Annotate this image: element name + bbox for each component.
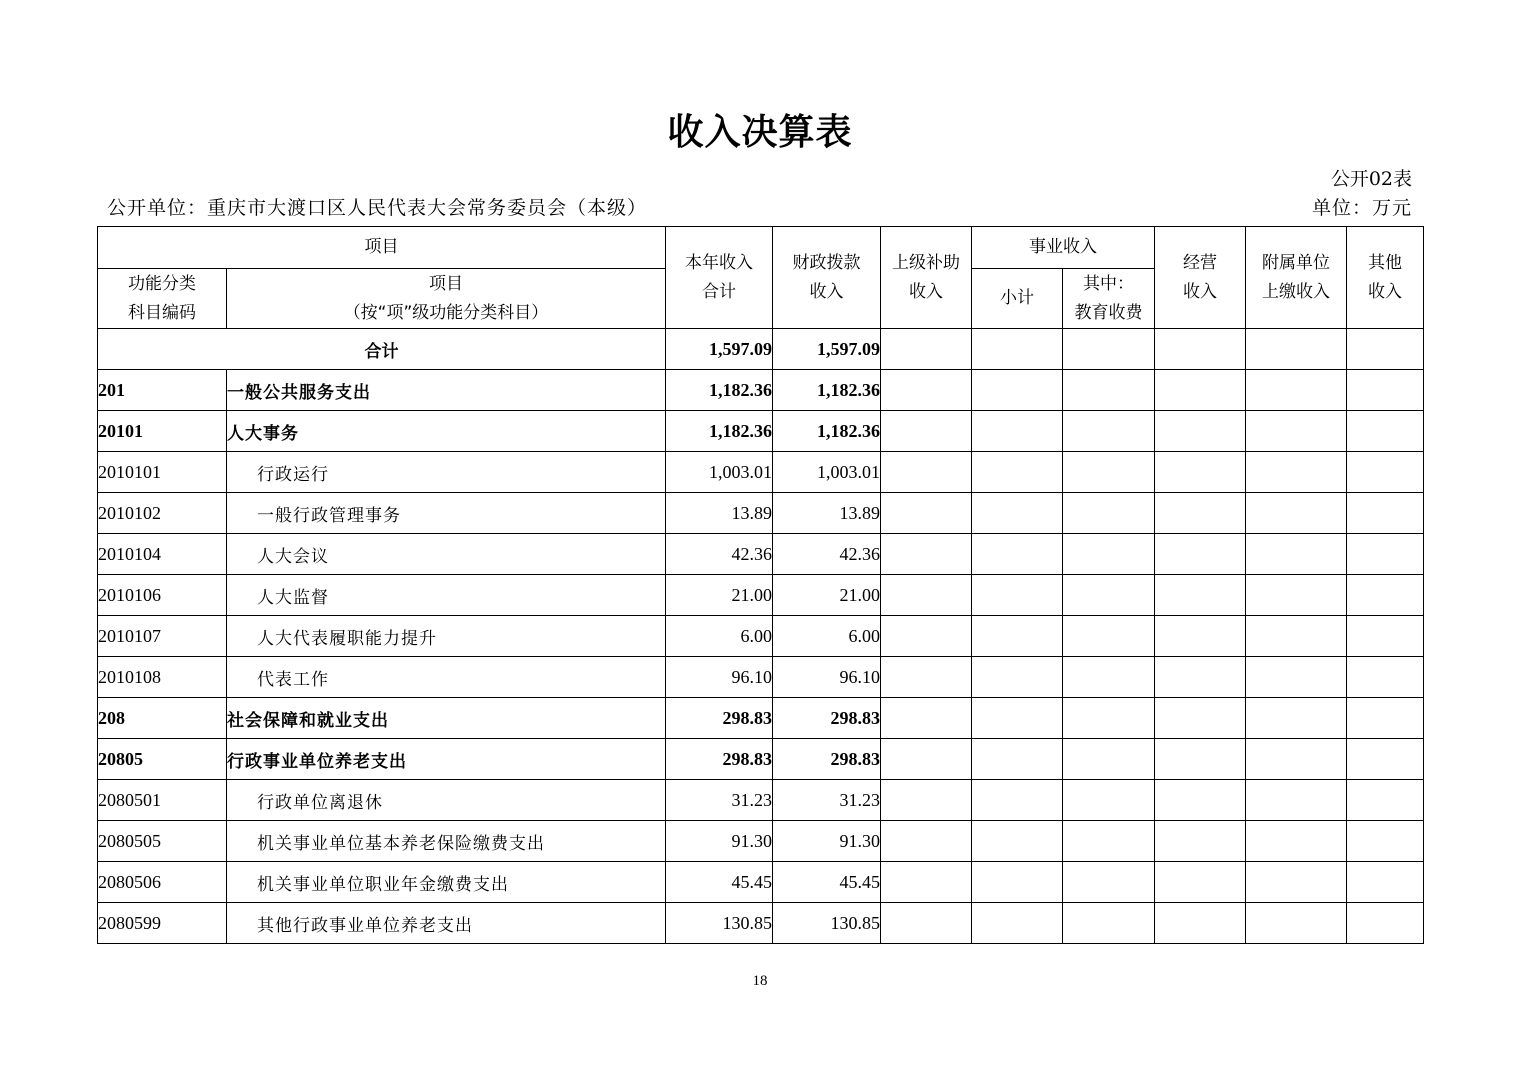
- empty-cell: [1347, 780, 1424, 821]
- table-row: [98, 616, 1424, 657]
- row-name: 一般公共服务支出: [227, 370, 666, 411]
- row-code: 201: [98, 370, 227, 411]
- empty-cell: [1246, 452, 1347, 493]
- header-item-name-line1: 项目: [429, 273, 463, 294]
- table-row: [98, 780, 1424, 821]
- header-func-code-line1: 功能分类: [128, 273, 196, 294]
- header-affiliated-line2: 上缴收入: [1262, 281, 1330, 302]
- empty-cell: [1155, 411, 1246, 452]
- header-subsidy-line1: 上级补助: [892, 252, 960, 273]
- empty-cell: [1063, 903, 1155, 944]
- table-row: [98, 411, 1424, 452]
- reporting-unit: 公开单位：重庆市大渡口区人民代表大会常务委员会（本级）: [107, 197, 648, 219]
- row-total-income: 45.45: [666, 862, 773, 903]
- row-code: 2080599: [98, 903, 227, 944]
- header-fiscal-line1: 财政拨款: [792, 252, 861, 273]
- empty-cell: [1246, 657, 1347, 698]
- row-name: 机关事业单位职业年金缴费支出: [227, 862, 666, 903]
- total-row: [98, 329, 1424, 370]
- empty-cell: [1347, 534, 1424, 575]
- row-code: 2010107: [98, 616, 227, 657]
- table-row: [98, 534, 1424, 575]
- header-affiliated-line1: 附属单位: [1262, 252, 1330, 273]
- row-fiscal: 1,182.36: [773, 370, 881, 411]
- header-career-edu: [1063, 269, 1155, 329]
- empty-cell: [1246, 780, 1347, 821]
- empty-cell: [1155, 821, 1246, 862]
- empty-cell: [1246, 698, 1347, 739]
- total-label: 合计: [98, 329, 666, 370]
- empty-cell: [1155, 452, 1246, 493]
- empty-cell: [972, 411, 1063, 452]
- empty-cell: [881, 575, 972, 616]
- header-other-line2: 收入: [1368, 281, 1402, 302]
- row-total-income: 298.83: [666, 698, 773, 739]
- empty-cell: [1347, 616, 1424, 657]
- row-name: 社会保障和就业支出: [227, 698, 666, 739]
- empty-cell: [972, 903, 1063, 944]
- empty-cell: [972, 698, 1063, 739]
- empty-cell: [1155, 698, 1246, 739]
- row-total-income: 96.10: [666, 657, 773, 698]
- empty-cell: [1063, 370, 1155, 411]
- page-title: 收入决算表: [667, 112, 853, 153]
- header-affiliated: [1246, 227, 1347, 329]
- header-func-code-line2: 科目编码: [128, 302, 196, 323]
- row-total-income: 1,182.36: [666, 411, 773, 452]
- empty-cell: [1347, 370, 1424, 411]
- header-item-name-line2: （按“项”级功能分类科目）: [343, 302, 549, 323]
- empty-cell: [1063, 739, 1155, 780]
- empty-cell: [1155, 534, 1246, 575]
- row-fiscal: 42.36: [773, 534, 881, 575]
- empty-cell: [1347, 821, 1424, 862]
- row-fiscal: 13.89: [773, 493, 881, 534]
- row-code: 2010108: [98, 657, 227, 698]
- table-row: [98, 452, 1424, 493]
- empty-cell: [881, 493, 972, 534]
- header-total-income-line1: 本年收入: [685, 252, 753, 273]
- row-fiscal: 1,182.36: [773, 411, 881, 452]
- empty-cell: [1155, 780, 1246, 821]
- empty-cell: [1246, 493, 1347, 534]
- empty-cell: [1246, 575, 1347, 616]
- empty-cell: [881, 329, 972, 370]
- empty-cell: [1063, 411, 1155, 452]
- empty-cell: [1063, 329, 1155, 370]
- empty-cell: [1155, 575, 1246, 616]
- empty-cell: [1347, 903, 1424, 944]
- table-row: [98, 739, 1424, 780]
- row-total-income: 1,182.36: [666, 370, 773, 411]
- table-row: [98, 862, 1424, 903]
- empty-cell: [881, 452, 972, 493]
- empty-cell: [972, 575, 1063, 616]
- row-total-income: 42.36: [666, 534, 773, 575]
- empty-cell: [1246, 903, 1347, 944]
- row-name: 人大监督: [227, 575, 666, 616]
- header-other: [1347, 227, 1424, 329]
- table-row: [98, 657, 1424, 698]
- row-name: 人大代表履职能力提升: [227, 616, 666, 657]
- empty-cell: [972, 780, 1063, 821]
- row-fiscal: 6.00: [773, 616, 881, 657]
- empty-cell: [1155, 862, 1246, 903]
- table-row: [98, 821, 1424, 862]
- header-other-line1: 其他: [1368, 252, 1402, 273]
- empty-cell: [972, 821, 1063, 862]
- row-code: 2010104: [98, 534, 227, 575]
- empty-cell: [1246, 534, 1347, 575]
- row-total-income: 298.83: [666, 739, 773, 780]
- empty-cell: [1063, 780, 1155, 821]
- header-subsidy-line2: 收入: [909, 281, 943, 302]
- row-fiscal: 96.10: [773, 657, 881, 698]
- empty-cell: [881, 370, 972, 411]
- empty-cell: [1063, 493, 1155, 534]
- row-name: 人大事务: [227, 411, 666, 452]
- empty-cell: [881, 821, 972, 862]
- header-fiscal-line2: 收入: [809, 281, 844, 302]
- row-name: 人大会议: [227, 534, 666, 575]
- row-name: 其他行政事业单位养老支出: [227, 903, 666, 944]
- empty-cell: [1155, 616, 1246, 657]
- empty-cell: [1347, 862, 1424, 903]
- empty-cell: [1155, 329, 1246, 370]
- row-code: 2010101: [98, 452, 227, 493]
- empty-cell: [1347, 739, 1424, 780]
- row-fiscal: 298.83: [773, 739, 881, 780]
- row-name: 机关事业单位基本养老保险缴费支出: [227, 821, 666, 862]
- row-total-income: 31.23: [666, 780, 773, 821]
- empty-cell: [972, 739, 1063, 780]
- empty-cell: [1347, 411, 1424, 452]
- empty-cell: [1246, 862, 1347, 903]
- table-row: [98, 698, 1424, 739]
- currency-unit: 单位：万元: [1311, 197, 1412, 219]
- table-row: [98, 370, 1424, 411]
- empty-cell: [1155, 493, 1246, 534]
- empty-cell: [881, 780, 972, 821]
- row-fiscal: 298.83: [773, 698, 881, 739]
- empty-cell: [1347, 698, 1424, 739]
- empty-cell: [1246, 616, 1347, 657]
- table-row: [98, 575, 1424, 616]
- row-total-income: 6.00: [666, 616, 773, 657]
- row-code: 2080505: [98, 821, 227, 862]
- empty-cell: [881, 616, 972, 657]
- row-fiscal: 31.23: [773, 780, 881, 821]
- header-item-name: [227, 269, 666, 329]
- empty-cell: [1063, 575, 1155, 616]
- header-total-income: [666, 227, 773, 329]
- empty-cell: [972, 657, 1063, 698]
- empty-cell: [1246, 329, 1347, 370]
- row-fiscal: 21.00: [773, 575, 881, 616]
- total-income-value: 1,597.09: [666, 329, 773, 370]
- empty-cell: [1246, 411, 1347, 452]
- empty-cell: [1347, 575, 1424, 616]
- empty-cell: [1347, 493, 1424, 534]
- header-career-edu-line1: 其中：: [1083, 273, 1134, 294]
- empty-cell: [1347, 657, 1424, 698]
- empty-cell: [881, 534, 972, 575]
- row-total-income: 130.85: [666, 903, 773, 944]
- empty-cell: [881, 698, 972, 739]
- row-name: 行政运行: [227, 452, 666, 493]
- total-fiscal-value: 1,597.09: [773, 329, 881, 370]
- row-name: 行政单位离退休: [227, 780, 666, 821]
- empty-cell: [881, 739, 972, 780]
- empty-cell: [881, 657, 972, 698]
- row-code: 2010102: [98, 493, 227, 534]
- empty-cell: [972, 534, 1063, 575]
- empty-cell: [972, 616, 1063, 657]
- empty-cell: [1155, 657, 1246, 698]
- empty-cell: [1246, 739, 1347, 780]
- row-code: 2010106: [98, 575, 227, 616]
- empty-cell: [1063, 534, 1155, 575]
- row-total-income: 1,003.01: [666, 452, 773, 493]
- row-code: 2080506: [98, 862, 227, 903]
- page-number: 18: [752, 973, 768, 989]
- header-func-code: [98, 269, 227, 329]
- header-operating-line1: 经营: [1183, 252, 1217, 273]
- row-code: 2080501: [98, 780, 227, 821]
- header-career-subtotal: 小计: [972, 269, 1063, 329]
- empty-cell: [972, 862, 1063, 903]
- header-item: 项目: [98, 227, 666, 269]
- row-name: 代表工作: [227, 657, 666, 698]
- empty-cell: [1063, 657, 1155, 698]
- empty-cell: [972, 452, 1063, 493]
- empty-cell: [1246, 370, 1347, 411]
- row-total-income: 91.30: [666, 821, 773, 862]
- empty-cell: [1063, 698, 1155, 739]
- empty-cell: [972, 370, 1063, 411]
- empty-cell: [1063, 616, 1155, 657]
- empty-cell: [1063, 821, 1155, 862]
- header-operating: [1155, 227, 1246, 329]
- empty-cell: [881, 862, 972, 903]
- empty-cell: [1063, 452, 1155, 493]
- row-fiscal: 91.30: [773, 821, 881, 862]
- row-name: 行政事业单位养老支出: [227, 739, 666, 780]
- header-career: 事业收入: [972, 227, 1155, 269]
- row-fiscal: 1,003.01: [773, 452, 881, 493]
- header-operating-line2: 收入: [1183, 281, 1217, 302]
- income-table: [97, 226, 1424, 944]
- empty-cell: [1155, 903, 1246, 944]
- empty-cell: [1155, 370, 1246, 411]
- empty-cell: [1347, 329, 1424, 370]
- empty-cell: [1246, 821, 1347, 862]
- row-total-income: 21.00: [666, 575, 773, 616]
- row-code: 20101: [98, 411, 227, 452]
- table-row: [98, 493, 1424, 534]
- empty-cell: [1347, 452, 1424, 493]
- empty-cell: [972, 329, 1063, 370]
- header-fiscal: [773, 227, 881, 329]
- row-fiscal: 130.85: [773, 903, 881, 944]
- header-career-edu-line2: 教育收费: [1074, 302, 1143, 323]
- row-code: 20805: [98, 739, 227, 780]
- empty-cell: [972, 493, 1063, 534]
- row-total-income: 13.89: [666, 493, 773, 534]
- empty-cell: [881, 411, 972, 452]
- header-subsidy: [881, 227, 972, 329]
- form-number: 公开02表: [1330, 168, 1412, 190]
- empty-cell: [1155, 739, 1246, 780]
- row-code: 208: [98, 698, 227, 739]
- empty-cell: [881, 903, 972, 944]
- table-row: [98, 903, 1424, 944]
- empty-cell: [1063, 862, 1155, 903]
- row-fiscal: 45.45: [773, 862, 881, 903]
- row-name: 一般行政管理事务: [227, 493, 666, 534]
- header-total-income-line2: 合计: [702, 281, 736, 302]
